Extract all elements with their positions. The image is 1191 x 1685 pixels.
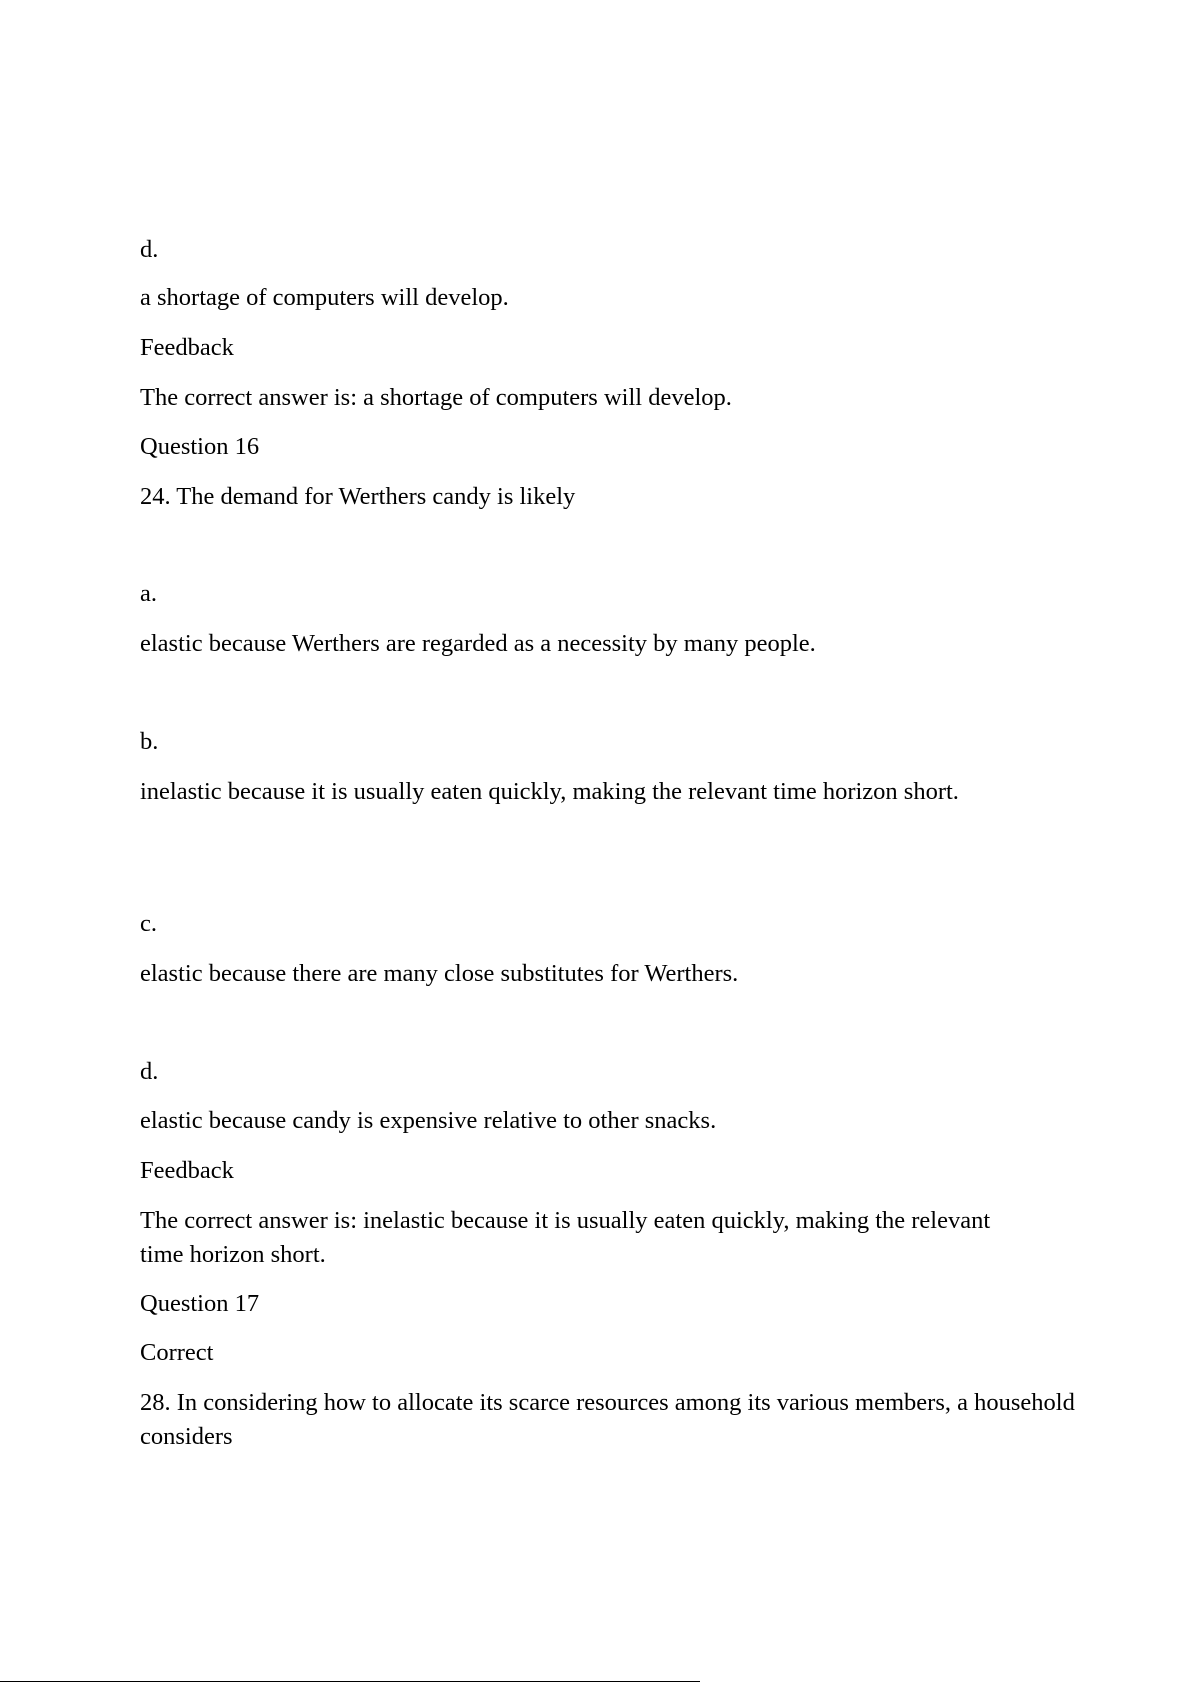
q17-prompt: 28. In considering how to allocate its scarce resources among its various members, a household considers — [140, 1389, 1075, 1450]
page-bottom-rule — [0, 1681, 700, 1682]
q16-option-b-letter: b. — [140, 728, 159, 755]
q16-option-b-text: inelastic because it is usually eaten quickly, making the relevant time horizon short. — [140, 778, 959, 805]
q15-feedback-label: Feedback — [140, 334, 234, 361]
q15-option-d-text: a shortage of computers will develop. — [140, 284, 509, 311]
q17-label: Question 17 — [140, 1290, 260, 1317]
q16-option-d-letter: d. — [140, 1058, 159, 1085]
q16-option-a-text: elastic because Werthers are regarded as a necessity by many people. — [140, 630, 816, 657]
q16-option-c-letter: c. — [140, 910, 157, 937]
q16-option-c-text: elastic because there are many close substitutes for Werthers. — [140, 960, 739, 987]
q15-option-d-letter: d. — [140, 236, 159, 263]
q16-option-a-letter: a. — [140, 580, 157, 607]
q17-status: Correct — [140, 1339, 214, 1366]
q16-option-d-text: elastic because candy is expensive relative to other snacks. — [140, 1107, 717, 1134]
q15-feedback-text: The correct answer is: a shortage of computers will develop. — [140, 384, 732, 411]
q16-label: Question 16 — [140, 433, 260, 460]
q16-feedback-label: Feedback — [140, 1157, 234, 1184]
q16-feedback-text: The correct answer is: inelastic because it is usually eaten quickly, making the relevant time horizon short. — [140, 1207, 991, 1268]
q16-prompt: 24. The demand for Werthers candy is likely — [140, 483, 576, 510]
